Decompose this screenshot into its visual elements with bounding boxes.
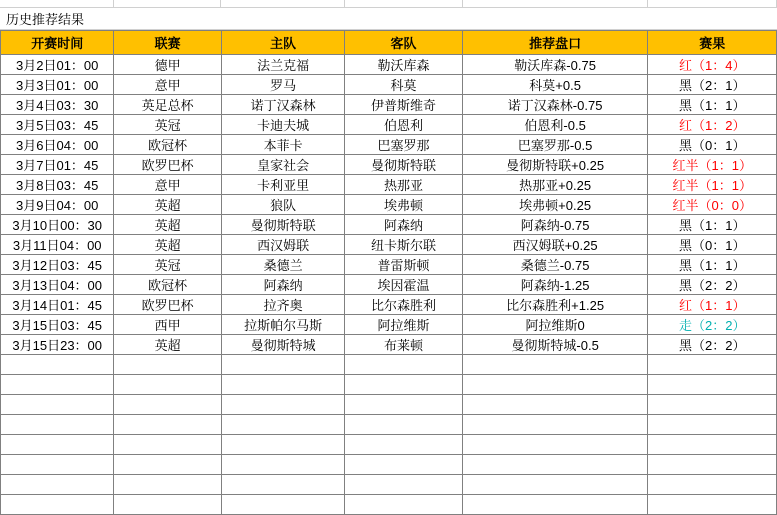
column-header-result: 赛果: [648, 31, 777, 55]
cell-odds[interactable]: 桑德兰-0.75: [462, 255, 648, 275]
cell-time[interactable]: 3月2日01：00: [1, 55, 114, 75]
cell-odds[interactable]: 曼彻斯特联+0.25: [462, 155, 648, 175]
table-row-empty[interactable]: [1, 415, 777, 435]
cell-result[interactable]: 黑（1：1）: [648, 215, 777, 235]
column-header-time: 开赛时间: [1, 31, 114, 55]
cell-result[interactable]: 黑（1：1）: [648, 255, 777, 275]
table-row-empty[interactable]: [1, 475, 777, 495]
cell-odds[interactable]: 伯恩利-0.5: [462, 115, 648, 135]
cell-empty[interactable]: [1, 415, 114, 435]
cell-home[interactable]: 罗马: [221, 75, 344, 95]
cell-time[interactable]: 3月13日04：00: [1, 275, 114, 295]
cell-odds[interactable]: 勒沃库森-0.75: [462, 55, 648, 75]
cell-league[interactable]: 英超: [114, 215, 221, 235]
cell-empty[interactable]: [462, 395, 648, 415]
cell-away[interactable]: 普雷斯顿: [345, 255, 462, 275]
table-row[interactable]: [1, 235, 777, 255]
cell-empty[interactable]: [648, 435, 777, 455]
table-header: [1, 31, 777, 55]
column-header-odds: 推荐盘口: [462, 31, 648, 55]
cell-empty[interactable]: [648, 455, 777, 475]
cell-empty[interactable]: [221, 415, 344, 435]
cell-empty[interactable]: [114, 435, 221, 455]
cell-empty[interactable]: [462, 415, 648, 435]
column-header-home: 主队: [221, 31, 344, 55]
cell-result[interactable]: 黑（0：1）: [648, 235, 777, 255]
cell-odds[interactable]: 西汉姆联+0.25: [462, 235, 648, 255]
table-row[interactable]: [1, 315, 777, 335]
table-row[interactable]: [1, 195, 777, 215]
table-row-empty[interactable]: [1, 435, 777, 455]
cell-odds[interactable]: 比尔森胜利+1.25: [462, 295, 648, 315]
cell-result[interactable]: 黑（1：1）: [648, 95, 777, 115]
cell-away[interactable]: 曼彻斯特联: [345, 155, 462, 175]
cell-time[interactable]: 3月4日03：30: [1, 95, 114, 115]
cell-home[interactable]: 拉斯帕尔马斯: [221, 315, 344, 335]
cell-empty[interactable]: [462, 475, 648, 495]
cell-away[interactable]: 伯恩利: [345, 115, 462, 135]
cell-odds[interactable]: 热那亚+0.25: [462, 175, 648, 195]
table-body: [1, 55, 777, 515]
cell-empty[interactable]: [462, 375, 648, 395]
cell-home[interactable]: 桑德兰: [221, 255, 344, 275]
cell-league[interactable]: 德甲: [114, 55, 221, 75]
cell-empty[interactable]: [1, 475, 114, 495]
cell-league[interactable]: 英超: [114, 235, 221, 255]
cell-empty[interactable]: [345, 435, 462, 455]
cell-away[interactable]: 布莱顿: [345, 335, 462, 355]
cell-time[interactable]: 3月8日03：45: [1, 175, 114, 195]
column-header-league: 联赛: [114, 31, 221, 55]
cell-odds[interactable]: 阿拉维斯0: [462, 315, 648, 335]
cell-league[interactable]: 英超: [114, 335, 221, 355]
cell-empty[interactable]: [221, 375, 344, 395]
table-row[interactable]: [1, 255, 777, 275]
cutoff-cell: [221, 0, 345, 7]
cell-away[interactable]: 勒沃库森: [345, 55, 462, 75]
cell-empty[interactable]: [648, 475, 777, 495]
table-row[interactable]: [1, 175, 777, 195]
cell-empty[interactable]: [462, 355, 648, 375]
cell-home[interactable]: 卡利亚里: [221, 175, 344, 195]
cell-league[interactable]: 英超: [114, 195, 221, 215]
cell-result[interactable]: 黑（2：2）: [648, 275, 777, 295]
table-row[interactable]: [1, 135, 777, 155]
cell-league[interactable]: 欧罗巴杯: [114, 295, 221, 315]
cell-league[interactable]: 意甲: [114, 175, 221, 195]
cell-result[interactable]: 黑（0：1）: [648, 135, 777, 155]
cell-time[interactable]: 3月9日04：00: [1, 195, 114, 215]
cell-time[interactable]: 3月12日03：45: [1, 255, 114, 275]
table-row-empty[interactable]: [1, 355, 777, 375]
table-row[interactable]: [1, 115, 777, 135]
cell-time[interactable]: 3月3日01：00: [1, 75, 114, 95]
cell-away[interactable]: 阿拉维斯: [345, 315, 462, 335]
cell-empty[interactable]: [221, 355, 344, 375]
table-row[interactable]: [1, 95, 777, 115]
table-row-empty[interactable]: [1, 395, 777, 415]
cell-empty[interactable]: [114, 415, 221, 435]
cell-result[interactable]: 红（1：2）: [648, 115, 777, 135]
cutoff-cell: [0, 0, 114, 7]
cell-home[interactable]: 曼彻斯特城: [221, 335, 344, 355]
cell-time[interactable]: 3月14日01：45: [1, 295, 114, 315]
cell-odds[interactable]: 曼彻斯特城-0.5: [462, 335, 648, 355]
cell-league[interactable]: 意甲: [114, 75, 221, 95]
cell-home[interactable]: 法兰克福: [221, 55, 344, 75]
cell-league[interactable]: 英冠: [114, 115, 221, 135]
cell-result[interactable]: 红半（0：0）: [648, 195, 777, 215]
cutoff-cell: [345, 0, 463, 7]
cell-odds[interactable]: 阿森纳-0.75: [462, 215, 648, 235]
cell-empty[interactable]: [345, 395, 462, 415]
cell-empty[interactable]: [345, 415, 462, 435]
cell-away[interactable]: 阿森纳: [345, 215, 462, 235]
cell-result[interactable]: 红（1：4）: [648, 55, 777, 75]
table-row[interactable]: [1, 55, 777, 75]
cell-odds[interactable]: 诺丁汉森林-0.75: [462, 95, 648, 115]
cell-empty[interactable]: [648, 375, 777, 395]
cell-away[interactable]: 埃弗顿: [345, 195, 462, 215]
cell-empty[interactable]: [345, 455, 462, 475]
table-row[interactable]: [1, 335, 777, 355]
table-row-empty[interactable]: [1, 375, 777, 395]
cutoff-row-strip: [0, 0, 777, 8]
cell-empty[interactable]: [1, 455, 114, 475]
page-title: 历史推荐结果: [6, 12, 85, 27]
cutoff-cell: [114, 0, 222, 7]
cell-away[interactable]: 热那亚: [345, 175, 462, 195]
cell-home[interactable]: 诺丁汉森林: [221, 95, 344, 115]
cell-empty[interactable]: [1, 395, 114, 415]
cell-empty[interactable]: [345, 375, 462, 395]
cell-result[interactable]: 红（1：1）: [648, 295, 777, 315]
cell-home[interactable]: 狼队: [221, 195, 344, 215]
table-row[interactable]: [1, 295, 777, 315]
table-row[interactable]: [1, 215, 777, 235]
cell-empty[interactable]: [648, 395, 777, 415]
cell-home[interactable]: 本菲卡: [221, 135, 344, 155]
cell-time[interactable]: 3月7日01：45: [1, 155, 114, 175]
cell-result[interactable]: 红半（1：1）: [648, 155, 777, 175]
cell-away[interactable]: 比尔森胜利: [345, 295, 462, 315]
cell-empty[interactable]: [221, 435, 344, 455]
cell-empty[interactable]: [462, 455, 648, 475]
cell-time[interactable]: 3月15日23：00: [1, 335, 114, 355]
cell-league[interactable]: 欧冠杯: [114, 275, 221, 295]
cell-home[interactable]: 卡迪夫城: [221, 115, 344, 135]
cell-empty[interactable]: [114, 455, 221, 475]
cell-away[interactable]: 巴塞罗那: [345, 135, 462, 155]
cell-away[interactable]: 伊普斯维奇: [345, 95, 462, 115]
cell-league[interactable]: 英足总杯: [114, 95, 221, 115]
cell-time[interactable]: 3月15日03：45: [1, 315, 114, 335]
cell-empty[interactable]: [114, 395, 221, 415]
cell-home[interactable]: 曼彻斯特联: [221, 215, 344, 235]
cell-empty[interactable]: [221, 455, 344, 475]
cell-empty[interactable]: [114, 355, 221, 375]
cell-empty[interactable]: [114, 475, 221, 495]
cell-result[interactable]: 红半（1：1）: [648, 175, 777, 195]
cell-home[interactable]: 拉齐奥: [221, 295, 344, 315]
cell-empty[interactable]: [345, 355, 462, 375]
cell-empty[interactable]: [648, 415, 777, 435]
cell-league[interactable]: 欧罗巴杯: [114, 155, 221, 175]
table-row[interactable]: [1, 155, 777, 175]
cell-time[interactable]: 3月10日00：30: [1, 215, 114, 235]
cell-empty[interactable]: [221, 475, 344, 495]
cell-away[interactable]: 纽卡斯尔联: [345, 235, 462, 255]
cell-league[interactable]: 西甲: [114, 315, 221, 335]
cell-league[interactable]: 欧冠杯: [114, 135, 221, 155]
cutoff-cell: [648, 0, 777, 7]
cell-empty[interactable]: [1, 435, 114, 455]
cell-away[interactable]: 埃因霍温: [345, 275, 462, 295]
cell-time[interactable]: 3月6日04：00: [1, 135, 114, 155]
cell-time[interactable]: 3月5日03：45: [1, 115, 114, 135]
cutoff-cell: [463, 0, 649, 7]
cell-league[interactable]: 英冠: [114, 255, 221, 275]
table-row-empty[interactable]: [1, 455, 777, 475]
cell-odds[interactable]: 科莫+0.5: [462, 75, 648, 95]
header-row: [1, 31, 777, 55]
table-row[interactable]: [1, 75, 777, 95]
cell-empty[interactable]: [648, 355, 777, 375]
cell-result[interactable]: 黑（2：1）: [648, 75, 777, 95]
cell-empty[interactable]: [1, 375, 114, 395]
cell-odds[interactable]: 巴塞罗那-0.5: [462, 135, 648, 155]
cell-result[interactable]: 走（2：2）: [648, 315, 777, 335]
cell-home[interactable]: 西汉姆联: [221, 235, 344, 255]
sheet-title-row: [0, 8, 777, 30]
cell-time[interactable]: 3月11日04：00: [1, 235, 114, 255]
cell-empty[interactable]: [462, 435, 648, 455]
column-header-away: 客队: [345, 31, 462, 55]
cell-home[interactable]: 阿森纳: [221, 275, 344, 295]
results-table: [0, 30, 777, 515]
cell-empty[interactable]: [345, 475, 462, 495]
cell-result[interactable]: 黑（2：2）: [648, 335, 777, 355]
cell-empty[interactable]: [1, 355, 114, 375]
cell-empty[interactable]: [114, 375, 221, 395]
table-row[interactable]: [1, 275, 777, 295]
cell-home[interactable]: 皇家社会: [221, 155, 344, 175]
cell-away[interactable]: 科莫: [345, 75, 462, 95]
cell-odds[interactable]: 埃弗顿+0.25: [462, 195, 648, 215]
cell-odds[interactable]: 阿森纳-1.25: [462, 275, 648, 295]
cell-empty[interactable]: [221, 395, 344, 415]
